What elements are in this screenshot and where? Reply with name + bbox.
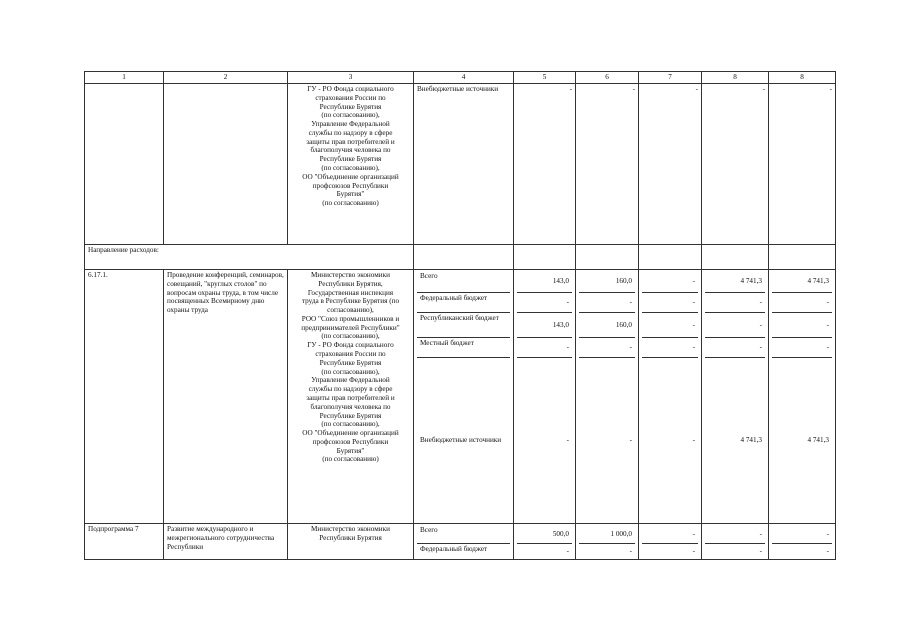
value-cell: 160,0	[579, 313, 635, 338]
value-cell: 143,0	[517, 271, 572, 293]
source-total: Всего	[417, 525, 510, 544]
block2-col9	[769, 270, 836, 524]
org-line: Республики Бурятия	[319, 533, 382, 542]
value-cell: 4 741,3	[772, 271, 832, 293]
org-line: (по согласованию),	[321, 111, 380, 120]
org-line: (по согласованию),	[321, 420, 380, 429]
col-header-4: 4	[414, 72, 514, 84]
org-line: Республике Бурятия	[319, 411, 382, 420]
org-line: профсоюзов Республики	[312, 181, 389, 190]
org-line: предпринимателей Республики"	[301, 323, 400, 332]
source-extra: Внебюджетные источники	[420, 435, 502, 444]
org-line: Республике Бурятия	[319, 102, 382, 111]
org-line: Бурятия"	[336, 190, 365, 199]
block1-value-8: -	[702, 84, 769, 245]
source-republic: Республиканский бюджет	[417, 313, 510, 338]
value-cell: -	[705, 313, 765, 338]
value-cell: -	[705, 525, 765, 544]
block1-name	[164, 84, 288, 245]
value-cell: -	[566, 546, 569, 555]
block2-col6	[576, 270, 639, 524]
source-total: Всего	[417, 271, 510, 293]
source-federal: Федеральный бюджет	[420, 545, 488, 553]
block1-value-5: -	[514, 84, 576, 245]
budget-table	[84, 71, 836, 560]
col-header-1: 1	[85, 72, 164, 84]
value-cell: 4 741,3	[705, 271, 765, 293]
value-cell: -	[642, 271, 698, 293]
block2-org	[288, 270, 414, 524]
value-cell: -	[826, 546, 829, 555]
block1-source: Внебюджетные источники	[414, 84, 514, 245]
org-line: (по согласованию)	[322, 455, 379, 464]
col-header-5: 5	[514, 72, 576, 84]
org-line: согласованию),	[327, 306, 374, 315]
block1-value-7: -	[639, 84, 702, 245]
block3-sources	[414, 524, 514, 560]
value-cell: -	[579, 293, 635, 313]
org-line: (по согласованию)	[322, 199, 379, 208]
block2-code: 6.17.1.	[85, 270, 164, 524]
block1-value-9: -	[769, 84, 836, 245]
value-cell: 500,0	[517, 525, 572, 544]
col-header-3: 3	[288, 72, 414, 84]
value-cell: -	[642, 293, 698, 313]
value-cell: -	[566, 435, 569, 444]
block2-col7	[639, 270, 702, 524]
value-cell: -	[642, 525, 698, 544]
value-cell: 160,0	[579, 271, 635, 293]
block1-org	[288, 84, 414, 245]
value-cell: 4 741,3	[807, 435, 829, 444]
block3-col8	[702, 524, 769, 560]
org-line: ГУ - РО Фонда социального	[307, 341, 394, 350]
org-line: Министерство экономики	[311, 525, 390, 533]
value-cell: 4 741,3	[740, 435, 762, 444]
org-line: ОО "Объединение организаций	[302, 172, 399, 181]
block3-code: Подпрограмма 7	[85, 524, 164, 560]
org-line: Министерство экономики	[311, 271, 390, 279]
org-line: службы по надзору в сфере	[308, 128, 393, 137]
value-cell: -	[579, 338, 635, 358]
value-cell: -	[772, 525, 832, 544]
value-cell: -	[629, 435, 632, 444]
value-cell: -	[705, 293, 765, 313]
block2-name: Проведение конференций, семинаров, совещаний, "круглых столов" по вопросам охраны труда, в том числе посвященных Всемирному дню охраны труда	[164, 270, 288, 524]
value-cell: -	[772, 313, 832, 338]
value-cell: -	[772, 338, 832, 358]
col-header-8: 8	[702, 72, 769, 84]
block2-col8	[702, 270, 769, 524]
org-line: Республики Бурятия,	[318, 279, 383, 288]
value-cell: 143,0	[517, 313, 572, 338]
value-cell: -	[642, 338, 698, 358]
value-cell: -	[642, 313, 698, 338]
org-line: защиты прав потребителей и	[306, 137, 395, 146]
block3-col9	[769, 524, 836, 560]
org-line: Управление Федеральной	[311, 120, 390, 129]
header-row	[85, 72, 836, 84]
value-cell: -	[517, 293, 572, 313]
direction-label: Направление расходов:	[85, 245, 414, 270]
value-cell: -	[692, 435, 695, 444]
source-federal: Федеральный бюджет	[417, 293, 510, 313]
col-header-9: 8	[769, 72, 836, 84]
direction-row	[85, 245, 836, 270]
org-line: (по согласованию),	[321, 367, 380, 376]
org-line: ГУ - РО Фонда социального	[307, 85, 394, 93]
org-line: службы по надзору в сфере	[308, 385, 393, 394]
value-cell: -	[759, 546, 762, 555]
value-cell: -	[705, 338, 765, 358]
block1-row	[85, 84, 836, 245]
col-header-2: 2	[164, 72, 288, 84]
value-cell: -	[517, 338, 572, 358]
block3-col6	[576, 524, 639, 560]
block3-row	[85, 524, 836, 560]
block1-value-6: -	[576, 84, 639, 245]
block3-col7	[639, 524, 702, 560]
org-line: Республике Бурятия	[319, 155, 382, 164]
org-line: защиты прав потребителей и	[306, 393, 395, 402]
col-header-6: 6	[576, 72, 639, 84]
block3-org	[288, 524, 414, 560]
org-line: благополучия человека по	[310, 146, 391, 155]
col-header-7: 7	[639, 72, 702, 84]
value-cell: -	[692, 546, 695, 555]
block2-sources	[414, 270, 514, 524]
value-cell: -	[629, 546, 632, 555]
org-line: Республике Бурятия	[319, 358, 382, 367]
org-line: Государственная инспекция	[307, 288, 394, 297]
block2-col5	[514, 270, 576, 524]
source-local: Местный бюджет	[417, 338, 510, 358]
org-line: благополучия человека по	[310, 402, 391, 411]
org-line: страхования России по	[315, 350, 386, 359]
value-cell: 1 000,0	[579, 525, 635, 544]
org-line: страхования России по	[315, 93, 386, 102]
org-line: (по согласованию),	[321, 164, 380, 173]
block1-code	[85, 84, 164, 245]
block2-row	[85, 270, 836, 524]
block3-name: Развитие международного и межрегионального сотрудничества Республики	[164, 524, 288, 560]
org-line: ОО "Объединение организаций	[302, 429, 399, 438]
value-cell: -	[772, 293, 832, 313]
org-line: профсоюзов Республики	[312, 437, 389, 446]
org-line: (по согласованию),	[321, 332, 380, 341]
org-line: Управление Федеральной	[311, 376, 390, 385]
org-line: Бурятия"	[336, 446, 365, 455]
block3-col5	[514, 524, 576, 560]
org-line: труда в Республике Бурятия (по	[301, 297, 400, 306]
org-line: РОО "Союз промышленников и	[301, 314, 400, 323]
